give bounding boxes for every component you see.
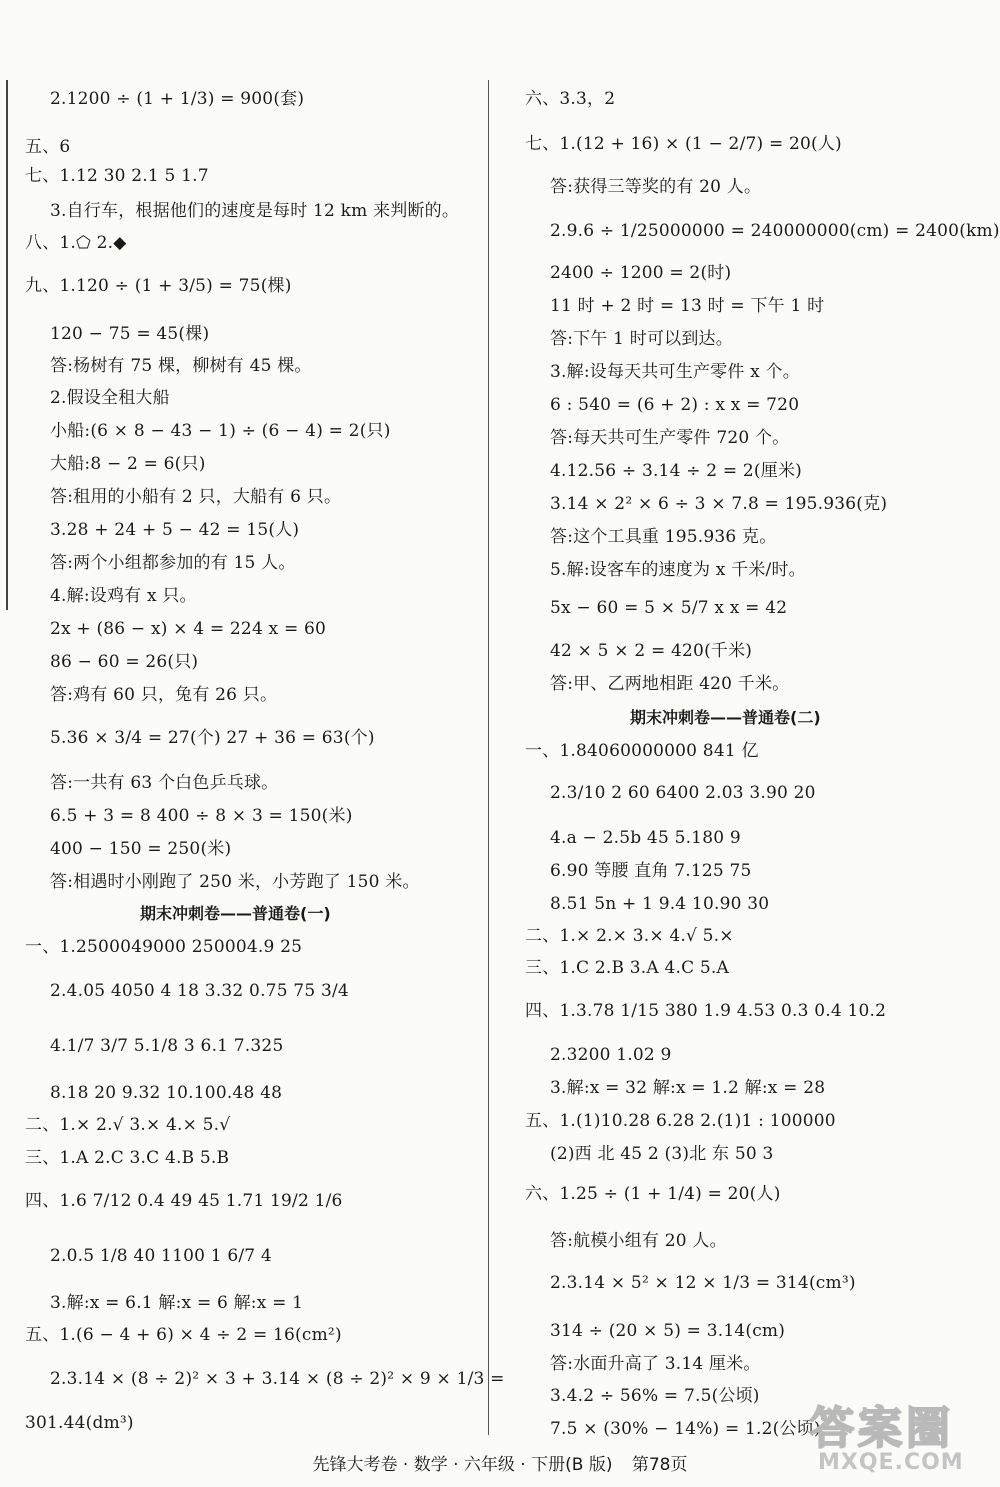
answer-line: 九、1.120 ÷ (1 + 3/5) = 75(棵) — [25, 276, 292, 296]
answer-line: 2.1200 ÷ (1 + 1/3) = 900(套) — [50, 89, 305, 109]
answer-line: 答:两个小组都参加的有 15 人。 — [50, 553, 296, 573]
answer-line: 3.4.2 ÷ 56% = 7.5(公顷) — [550, 1386, 760, 1406]
answer-line: 2.0.5 1/8 40 1100 1 6/7 4 — [50, 1246, 272, 1266]
answer-line: 答:航模小组有 20 人。 — [550, 1231, 727, 1251]
answer-line: 答:获得三等奖的有 20 人。 — [550, 177, 762, 197]
answer-line: 八、1.⬠ 2.◆ — [25, 233, 127, 253]
answer-line: 大船:8 − 2 = 6(只) — [50, 454, 206, 474]
answer-line: 42 × 5 × 2 = 420(千米) — [550, 641, 753, 661]
answer-line: 答:下午 1 时可以到达。 — [550, 329, 733, 349]
section-heading-exam-1: 期末冲刺卷——普通卷(一) — [140, 904, 331, 923]
answer-line: 2x + (86 − x) × 4 = 224 x = 60 — [50, 619, 327, 639]
answer-line: 11 时 + 2 时 = 13 时 = 下午 1 时 — [550, 296, 825, 316]
answer-line: 答:租用的小船有 2 只，大船有 6 只。 — [50, 487, 342, 507]
watermark-logo: 答案圈 — [810, 1403, 954, 1454]
answer-line: 2400 ÷ 1200 = 2(时) — [550, 263, 732, 283]
answer-line: 答:杨树有 75 棵，柳树有 45 棵。 — [50, 356, 312, 376]
answer-line: 一、1.84060000000 841 亿 — [525, 741, 759, 761]
answer-line: 7.5 × (30% − 14%) = 1.2(公顷) — [550, 1419, 821, 1439]
answer-line: 二、1.× 2.× 3.× 4.√ 5.× — [525, 926, 734, 946]
answer-line: 二、1.× 2.√ 3.× 4.× 5.√ — [25, 1115, 231, 1135]
answer-line: 6.5 + 3 = 8 400 ÷ 8 × 3 = 150(米) — [50, 806, 353, 826]
answer-line: 2.3/10 2 60 6400 2.03 3.90 20 — [550, 783, 816, 803]
answer-line: 答:这个工具重 195.936 克。 — [550, 527, 777, 547]
answer-line: 8.18 20 9.32 10.100.48 48 — [50, 1083, 283, 1103]
answer-line: 4.解:设鸡有 x 只。 — [50, 586, 197, 606]
answer-line: 5.36 × 3/4 = 27(个) 27 + 36 = 63(个) — [50, 728, 375, 748]
column-divider — [488, 80, 489, 1435]
answer-line: 3.解:设每天共可生产零件 x 个。 — [550, 362, 800, 382]
answer-line: 3.14 × 2² × 6 ÷ 3 × 7.8 = 195.936(克) — [550, 494, 888, 514]
answer-line: (2)西 北 45 2 (3)北 东 50 3 — [550, 1144, 774, 1164]
answer-line: 一、1.2500049000 250004.9 25 — [25, 937, 303, 957]
answer-line: 3.自行车，根据他们的速度是每时 12 km 来判断的。 — [50, 201, 460, 221]
answer-line: 4.1/7 3/7 5.1/8 3 6.1 7.325 — [50, 1036, 284, 1056]
section-heading-exam-2: 期末冲刺卷——普通卷(二) — [630, 708, 821, 727]
answer-line: 2.9.6 ÷ 1/25000000 = 240000000(cm) = 2400(km) — [550, 221, 1000, 241]
watermark-url: MXQE.COM — [818, 1450, 964, 1475]
answer-line: 五、1.(1)10.28 6.28 2.(1)1 : 100000 — [525, 1111, 836, 1131]
answer-line: 4.12.56 ÷ 3.14 ÷ 2 = 2(厘米) — [550, 461, 802, 481]
answer-line: 答:相遇时小刚跑了 250 米，小芳跑了 150 米。 — [50, 872, 420, 892]
answer-line: 答:一共有 63 个白色乒乓球。 — [50, 773, 279, 793]
answer-line: 6.90 等腰 直角 7.125 75 — [550, 861, 752, 881]
answer-line: 三、1.C 2.B 3.A 4.C 5.A — [525, 958, 729, 978]
answer-line: 四、1.6 7/12 0.4 49 45 1.71 19/2 1/6 — [25, 1191, 343, 1211]
answer-line: 2.3.14 × 5² × 12 × 1/3 = 314(cm³) — [550, 1273, 856, 1293]
answer-line: 120 − 75 = 45(棵) — [50, 324, 210, 344]
answer-line: 2.4.05 4050 4 18 3.32 0.75 75 3/4 — [50, 981, 349, 1001]
answer-line: 2.3200 1.02 9 — [550, 1045, 672, 1065]
left-margin-rule — [6, 80, 8, 610]
answer-line: 3.28 + 24 + 5 − 42 = 15(人) — [50, 520, 300, 540]
answer-line: 答:甲、乙两地相距 420 千米。 — [550, 674, 790, 694]
answer-line: 三、1.A 2.C 3.C 4.B 5.B — [25, 1148, 230, 1168]
answer-line: 5x − 60 = 5 × 5/7 x x = 42 — [550, 598, 788, 618]
watermark — [810, 1392, 990, 1478]
answer-line: 六、3.3，2 — [525, 89, 616, 109]
answer-line: 五、6 — [25, 137, 71, 157]
footer-title: 先锋大考卷 · 数学 · 六年级 · 下册(B 版) — [312, 1455, 613, 1475]
answer-line: 400 − 150 = 250(米) — [50, 839, 232, 859]
answer-line: 314 ÷ (20 × 5) = 3.14(cm) — [550, 1321, 786, 1341]
answer-line: 5.解:设客车的速度为 x 千米/时。 — [550, 560, 806, 580]
answer-line: 小船:(6 × 8 − 43 − 1) ÷ (6 − 4) = 2(只) — [50, 421, 391, 441]
answer-line: 3.解:x = 6.1 解:x = 6 解:x = 1 — [50, 1293, 304, 1313]
answer-line: 6 : 540 = (6 + 2) : x x = 720 — [550, 395, 800, 415]
answer-line: 3.解:x = 32 解:x = 1.2 解:x = 28 — [550, 1078, 826, 1098]
answer-line: 2.3.14 × (8 ÷ 2)² × 3 + 3.14 × (8 ÷ 2)² × 9 × 1/3 = — [50, 1369, 505, 1389]
answer-line: 4.a − 2.5b 45 5.180 9 — [550, 828, 741, 848]
answer-line: 四、1.3.78 1/15 380 1.9 4.53 0.3 0.4 10.2 — [525, 1001, 887, 1021]
page-number: 第78页 — [631, 1455, 688, 1475]
answer-line: 86 − 60 = 26(只) — [50, 652, 199, 672]
answer-line: 七、1.12 30 2.1 5 1.7 — [25, 166, 209, 186]
answer-line: 五、1.(6 − 4 + 6) × 4 ÷ 2 = 16(cm²) — [25, 1325, 342, 1345]
answer-line: 8.51 5n + 1 9.4 10.90 30 — [550, 894, 770, 914]
answer-line: 答:鸡有 60 只，兔有 26 只。 — [50, 685, 278, 705]
answer-line: 答:每天共可生产零件 720 个。 — [550, 428, 790, 448]
answer-line: 2.假设全租大船 — [50, 388, 170, 408]
answer-line: 答:水面升高了 3.14 厘米。 — [550, 1354, 761, 1374]
answer-line: 301.44(dm³) — [25, 1413, 134, 1433]
answer-line: 七、1.(12 + 16) × (1 − 2/7) = 20(人) — [525, 134, 842, 154]
answer-line: 六、1.25 ÷ (1 + 1/4) = 20(人) — [525, 1184, 781, 1204]
